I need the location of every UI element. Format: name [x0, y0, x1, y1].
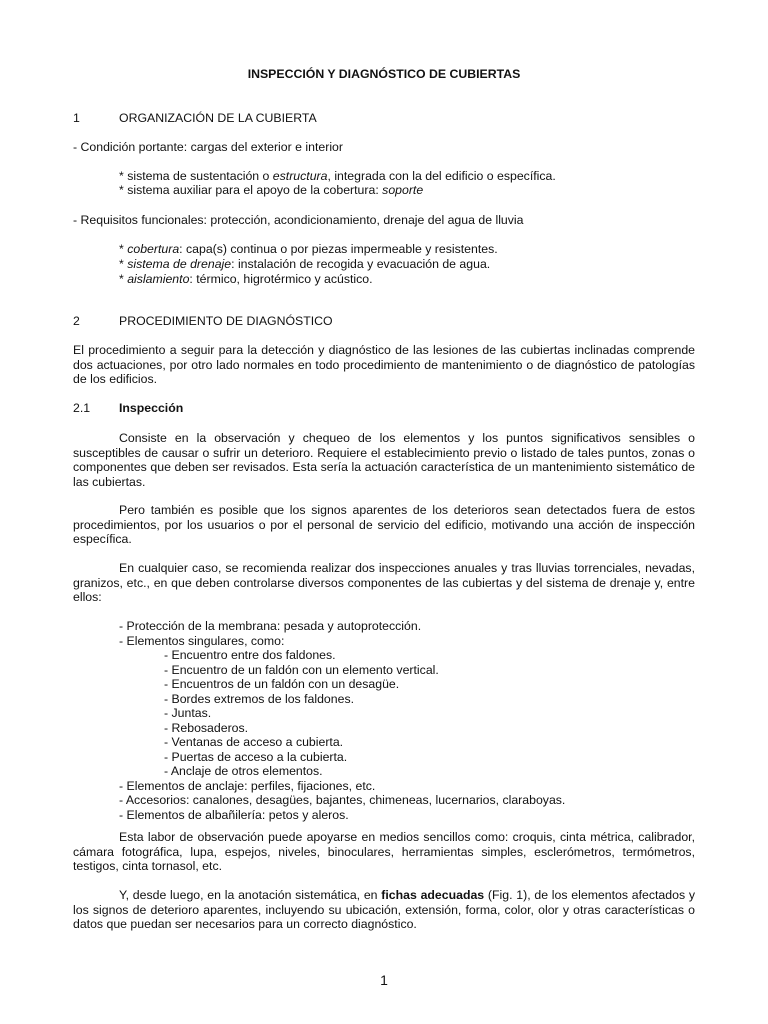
sub-list-item: - Encuentros de un faldón con un desagüe. [164, 677, 400, 691]
sub-list-item: - Encuentro de un faldón con un elemento vertical. [164, 662, 439, 677]
bullet-cobertura: * cobertura: capa(s) continua o por piezas impermeable y resistentes. [119, 242, 498, 256]
section-2-intro: El procedimiento a seguir para la detección y diagnóstico de las lesiones de las cubiertas inclinadas comprende dos actuaciones, por otro lado normales en todo procedimiento de mantenimiento o de diagnóstico de patologías de los edificios. [73, 343, 695, 386]
section-number: 2 [73, 314, 80, 328]
list-item: - Accesorios: canalones, desagües, bajantes, chimeneas, lucernarios, claraboyas. [119, 793, 566, 807]
document-title: INSPECCIÓN Y DIAGNÓSTICO DE CUBIERTAS [247, 67, 521, 81]
bullet-sustentacion: * sistema de sustentación o estructura, integrada con la del edificio o específica. [119, 169, 556, 183]
paragraph-consiste: Consiste en la observación y chequeo de los elementos y los puntos significativos sensibles o susceptibles de causar o sufrir un deterioro. Requiere el establecimiento previo o listado de tales puntos, zonas o componentes que deben ser revisados. Esta sería la actuación característica de un mantenimiento sistemático de las cubiertas. [73, 431, 695, 489]
list-item: - Elementos de albañilería: petos y aleros. [119, 807, 349, 822]
sub-list-item: - Bordes extremos de los faldones. [164, 691, 355, 706]
section-number: 2.1 [73, 401, 91, 415]
sub-list-item: - Ventanas de acceso a cubierta. [164, 735, 344, 749]
requisitos-funcionales: - Requisitos funcionales: protección, acondicionamiento, drenaje del agua de lluvia [73, 213, 524, 227]
list-item: - Elementos singulares, como: [119, 633, 285, 648]
condicion-portante: - Condición portante: cargas del exterior e interior [73, 140, 343, 154]
list-item: - Protección de la membrana: pesada y autoprotección. [119, 619, 422, 633]
sub-list-item: - Encuentro entre dos faldones. [164, 648, 336, 662]
paragraph-pero: Pero también es posible que los signos aparentes de los deterioros sean detectados fuera de estos procedimientos, por los usuarios o por el personal de servicio del edificio, motivando una acción de inspección específica. [73, 503, 695, 546]
page-number: 1 [380, 972, 388, 988]
section-title: PROCEDIMIENTO DE DIAGNÓSTICO [119, 314, 333, 328]
bullet-auxiliar: * sistema auxiliar para el apoyo de la cobertura: soporte [119, 183, 424, 197]
section-1-heading [73, 111, 695, 126]
section-title: ORGANIZACIÓN DE LA CUBIERTA [119, 111, 317, 125]
sub-list-item: - Anclaje de otros elementos. [164, 764, 323, 778]
components-list [73, 619, 695, 822]
sub-list-item: - Puertas de acceso a la cubierta. [164, 749, 348, 764]
section-number: 1 [73, 111, 80, 125]
paragraph-anotacion: Y, desde luego, en la anotación sistemática, en fichas adecuadas (Fig. 1), de los elementos afectados y los signos de deterioro aparentes, incluyendo su ubicación, extensión, forma, color, olor y otras características o datos que puedan ser necesarios para un correcto diagnóstico. [73, 888, 695, 931]
sub-list-item: - Rebosaderos. [164, 720, 249, 735]
bullet-aislamiento: * aislamiento: térmico, higrotérmico y acústico. [119, 272, 373, 286]
paragraph-labor-observacion: Esta labor de observación puede apoyarse en medios sencillos como: croquis, cinta métrica, calibrador, cámara fotográfica, lupa, espejos, niveles, binoculares, herramientas simples, esclerómetros, termómetros, testigos, cinta tornasol, etc. [73, 830, 695, 873]
list-item: - Elementos de anclaje: perfiles, fijaciones, etc. [119, 778, 376, 793]
paragraph-cualquier-caso: En cualquier caso, se recomienda realizar dos inspecciones anuales y tras lluvias torrenciales, nevadas, granizos, etc., en que deben controlarse diversos componentes de las cubiertas y del sistema de drenaje y, entre ellos: [73, 561, 695, 604]
section-2-heading [73, 314, 695, 329]
bullet-drenaje: * sistema de drenaje: instalación de recogida y evacuación de agua. [119, 257, 491, 271]
sub-list-item: - Juntas. [164, 706, 212, 720]
section-title: Inspección [119, 401, 184, 415]
section-2-1-heading [73, 401, 695, 416]
